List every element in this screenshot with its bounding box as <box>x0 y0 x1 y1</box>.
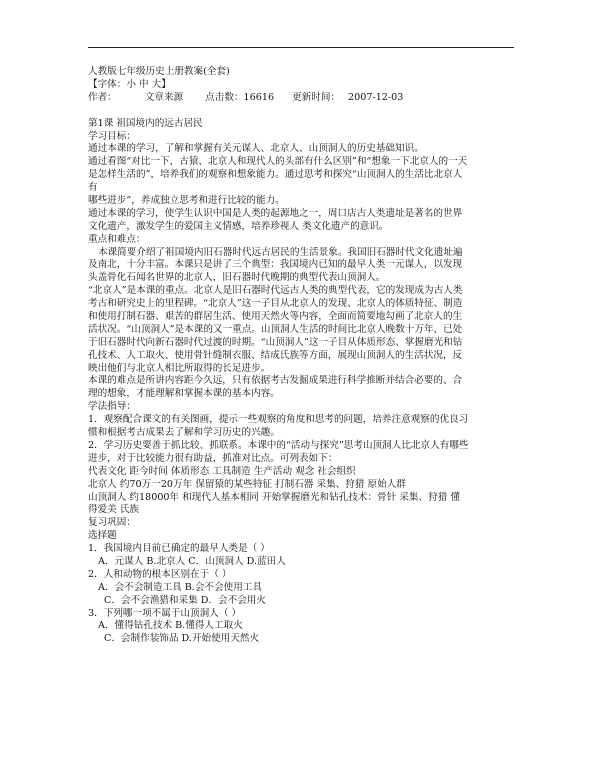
key-line: 头盖骨化石闻名世界的北京人，旧石器时代晚期的典型代表山顶洞人。 <box>88 272 386 284</box>
goals-heading: 学习目标： <box>88 130 136 142</box>
key-line: 孔技术、人工取火、使用骨针缝制衣服、结成氏族等方面，展现山顶洞人的生活状况，反 <box>88 349 463 361</box>
method-line: 北京人 约70万一20万年 保留猿的某些特征 打制石器 采集、狩猎 原始人群 <box>88 478 406 490</box>
key-line: 理的想象，才能理解和掌握本课的基本内容。 <box>88 388 280 400</box>
question-text: 1．我国境内目前已确定的最早人类是（ ） <box>88 543 270 555</box>
question-options: A．懂得钻孔技术 B.懂得人工取火 <box>98 620 243 632</box>
source-link[interactable]: 文章来源 <box>144 91 184 103</box>
method-line: 进步，对于比较能力很有助益，抓准对比点。可列表如下： <box>88 452 338 464</box>
method-line: 得爱美 氏族 <box>88 504 140 516</box>
goals-line: 通过本课的学习，使学生认识中国是人类的起源地之一，周口店古人类遗址是著名的世界 <box>88 207 463 219</box>
goals-line: 是怎样生活的”，培养我们的观察和想象能力。通过思考和探究“山顶洞人的生活比北京人 <box>88 169 463 181</box>
key-line: 考古和研究史上的里程碑。“北京人”这一子目从北京人的发现、北京人的体质特征、制造 <box>88 298 463 310</box>
goals-line: 文化遗产，激发学生的爱国主义情感，培养珍视人 类文化遗产的意识。 <box>88 220 389 232</box>
goals-line: 通过看图“对比一下，古猿、北京人和现代人的头部有什么区别”和“想象一下北京人的一天 <box>88 156 468 168</box>
doc-title: 人教版七年级历史上册教案(全套) <box>88 66 230 77</box>
goals-line: 哪些进步”，养成独立思考和进行比较的能力。 <box>88 195 285 207</box>
method-line: 1．观察配合课文的有关图画，提示一些观察的角度和思考的问题，培养注意观察的优良习 <box>88 414 469 426</box>
lesson-title: 第1课 祖国境内的远古居民 <box>88 117 203 129</box>
question-options: C．会不会渔猎和采集 D．会不会用火 <box>104 594 266 606</box>
updated-label: 更新时间： <box>292 91 341 103</box>
method-line: 惯和根据考古成果去了解和学习历史的兴趣。 <box>88 427 280 439</box>
method-line: 2．学习历史要善于抓比较、抓联系。本课中的“活动与探究”思考山顶洞人比北京人有哪些 <box>88 439 469 451</box>
key-line: 及南北，十分丰富。本课只是讲了三个典型：我国境内已知的最早人类一元谋人，以发现 <box>88 259 463 271</box>
question-options: A．会不会制造工具 B.会不会使用工具 <box>98 581 262 593</box>
key-line: 本课的难点是所讲内容距今久远，只有依据考古发掘成果进行科学推断并结合必要的、合 <box>88 375 463 387</box>
goals-line: 有 <box>88 182 98 194</box>
key-line: 活状况。“山顶洞人”是本课的又一重点。山顶洞人生活的时间比北京人晚数十万年，已处 <box>88 323 463 335</box>
clicks-value: 16616 <box>243 91 275 103</box>
key-line: 映出他们与北京人相比所取得的长足进步。 <box>88 362 271 374</box>
document-body <box>88 66 516 646</box>
review-heading: 复习巩固： <box>88 517 136 529</box>
key-line: 于旧石器时代向新石器时代过渡的时期。“山顶洞人”这一子目从体质形态、掌握磨光和钻 <box>88 336 463 348</box>
question-options: C．会制作装饰品 D.开始使用天然火 <box>104 633 260 645</box>
key-line: “北京人”是本课的重点。北京人是旧石器时代远古人类的典型代表，它的发现成为古人类 <box>88 285 463 297</box>
author-label: 作者： <box>88 91 117 103</box>
meta-line <box>88 92 516 105</box>
question-text: 2．人和动物的根本区别在于（ ） <box>88 568 232 580</box>
method-heading: 学法指导： <box>88 401 136 413</box>
question-options: A．元谋人 B.北京人 C．山顶洞人 D.蓝田人 <box>98 555 286 567</box>
question-text: 3．下列哪一项不属于山顶洞人（ ） <box>88 607 242 619</box>
key-line: 本课简要介绍了祖国境内旧石器时代远古居民的生活景象。我国旧石器时代文化遗址遍 <box>98 246 463 258</box>
clicks-label: 点击数： <box>205 91 244 103</box>
key-heading: 重点和难点： <box>88 233 146 245</box>
goals-line: 通过本课的学习，了解和掌握有关元谋人、北京人、山顶洞人的历史基础知识。 <box>88 143 424 155</box>
choice-heading: 选择题 <box>88 530 117 542</box>
updated-value: 2007-12-03 <box>348 91 404 103</box>
method-line: 代表文化 距今时间 体质形态 工具制造 生产活动 观念 社会组织 <box>88 465 356 477</box>
header-rule <box>88 47 514 48</box>
method-line: 山顶洞人 约18000年 和现代人基本相同 开始掌握磨光和钻孔技术：骨针 采集、狩猎 懂 <box>88 491 460 503</box>
font-size-selector[interactable]: 【字体：小 中 大】 <box>88 78 171 90</box>
key-line: 和使用打制石器、艰苦的群居生活、使用天然火等内容，全面而简要地勾画了北京人的生 <box>88 311 463 323</box>
